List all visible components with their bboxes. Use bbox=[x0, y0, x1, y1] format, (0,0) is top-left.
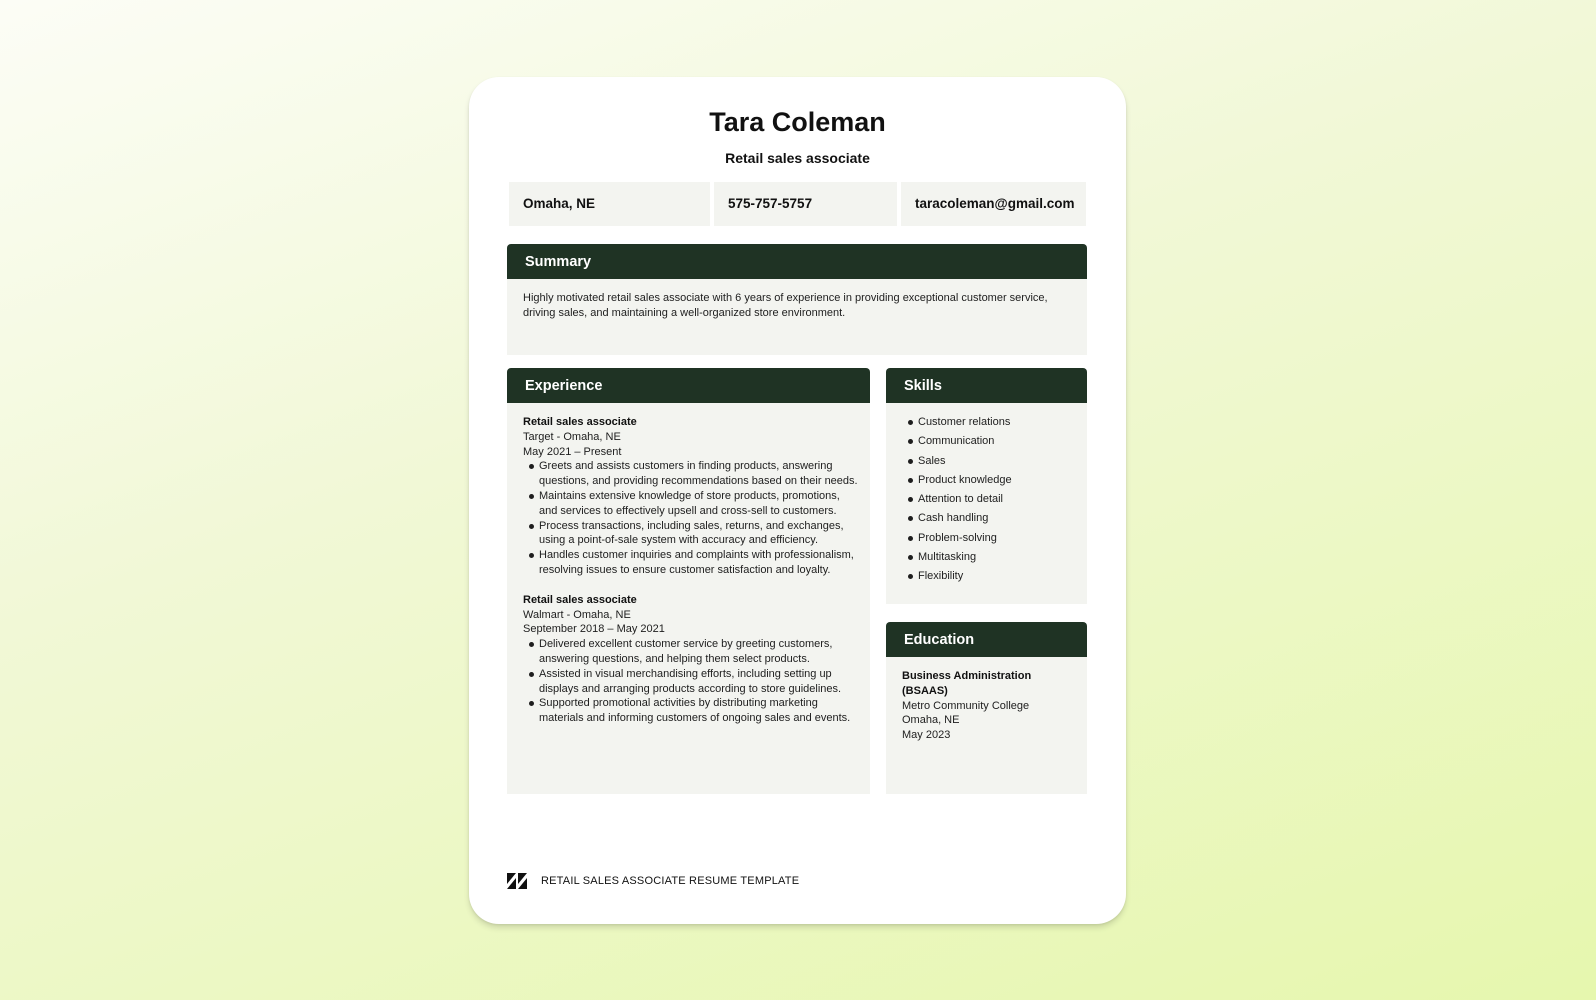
skill-item: Multitasking bbox=[906, 550, 1077, 565]
skills-list bbox=[906, 415, 1077, 584]
skill-item: Problem-solving bbox=[906, 531, 1077, 546]
skill-item: Cash handling bbox=[906, 511, 1077, 526]
skills-body bbox=[886, 403, 1087, 604]
skill-item: Communication bbox=[906, 434, 1077, 449]
job-bullets bbox=[523, 637, 858, 726]
job-bullet: Maintains extensive knowledge of store products, promotions, and services to effectively upsell and cross-sell to customers. bbox=[523, 489, 858, 519]
education-location: Omaha, NE bbox=[902, 714, 960, 727]
job-title: Retail sales associate bbox=[523, 593, 637, 606]
zendesk-logo-icon bbox=[507, 873, 527, 889]
education-date: May 2023 bbox=[902, 729, 951, 742]
job-bullet: Greets and assists customers in finding products, answering questions, and providing recommendations based on their needs. bbox=[523, 459, 858, 489]
job-company: Walmart - Omaha, NE bbox=[523, 608, 631, 621]
job-bullet: Process transactions, including sales, returns, and exchanges, using a point-of-sale system with accuracy and efficiency. bbox=[523, 519, 858, 549]
summary-text: Highly motivated retail sales associate with 6 years of experience in providing exceptional customer service, driving sales, and maintaining a well-organized store environment. bbox=[523, 292, 1048, 319]
job-bullet: Assisted in visual merchandising efforts, including setting up displays and arranging products according to store guidelines. bbox=[523, 667, 858, 697]
skill-item: Flexibility bbox=[906, 569, 1077, 584]
experience-body bbox=[507, 403, 870, 794]
job-bullet: Supported promotional activities by distributing marketing materials and informing customers of ongoing sales and events. bbox=[523, 696, 858, 726]
candidate-name: Tara Coleman bbox=[709, 107, 886, 137]
candidate-role: Retail sales associate bbox=[725, 150, 870, 166]
education-school: Metro Community College bbox=[902, 699, 1030, 712]
template-footer bbox=[507, 872, 799, 890]
contact-location: Omaha, NE bbox=[509, 182, 710, 226]
skills-heading: Skills bbox=[886, 368, 1087, 403]
skill-item: Sales bbox=[906, 454, 1077, 469]
summary-body bbox=[507, 279, 1087, 355]
education-degree: Business Administration (BSAAS) bbox=[902, 670, 1032, 697]
job-title: Retail sales associate bbox=[523, 416, 637, 428]
job-entry bbox=[523, 415, 858, 578]
template-label: RETAIL SALES ASSOCIATE RESUME TEMPLATE bbox=[541, 875, 800, 887]
job-dates: September 2018 – May 2021 bbox=[523, 623, 665, 636]
education-body bbox=[886, 657, 1087, 794]
job-entry bbox=[523, 593, 858, 726]
job-bullets bbox=[523, 459, 858, 577]
skill-item: Customer relations bbox=[906, 415, 1077, 430]
skill-item: Product knowledge bbox=[906, 473, 1077, 488]
contact-email: taracoleman@gmail.com bbox=[901, 182, 1086, 226]
resume-card bbox=[469, 77, 1126, 924]
job-dates: May 2021 – Present bbox=[523, 445, 622, 458]
education-heading: Education bbox=[886, 622, 1087, 657]
skill-item: Attention to detail bbox=[906, 492, 1077, 507]
job-bullet: Handles customer inquiries and complaints with professionalism, resolving issues to ensure customer satisfaction and loyalty. bbox=[523, 548, 858, 578]
job-company: Target - Omaha, NE bbox=[523, 430, 621, 443]
job-bullet: Delivered excellent customer service by greeting customers, answering questions, and helping them select products. bbox=[523, 637, 858, 667]
experience-heading: Experience bbox=[507, 368, 870, 403]
contact-phone: 575-757-5757 bbox=[714, 182, 897, 226]
summary-heading: Summary bbox=[507, 244, 1087, 279]
